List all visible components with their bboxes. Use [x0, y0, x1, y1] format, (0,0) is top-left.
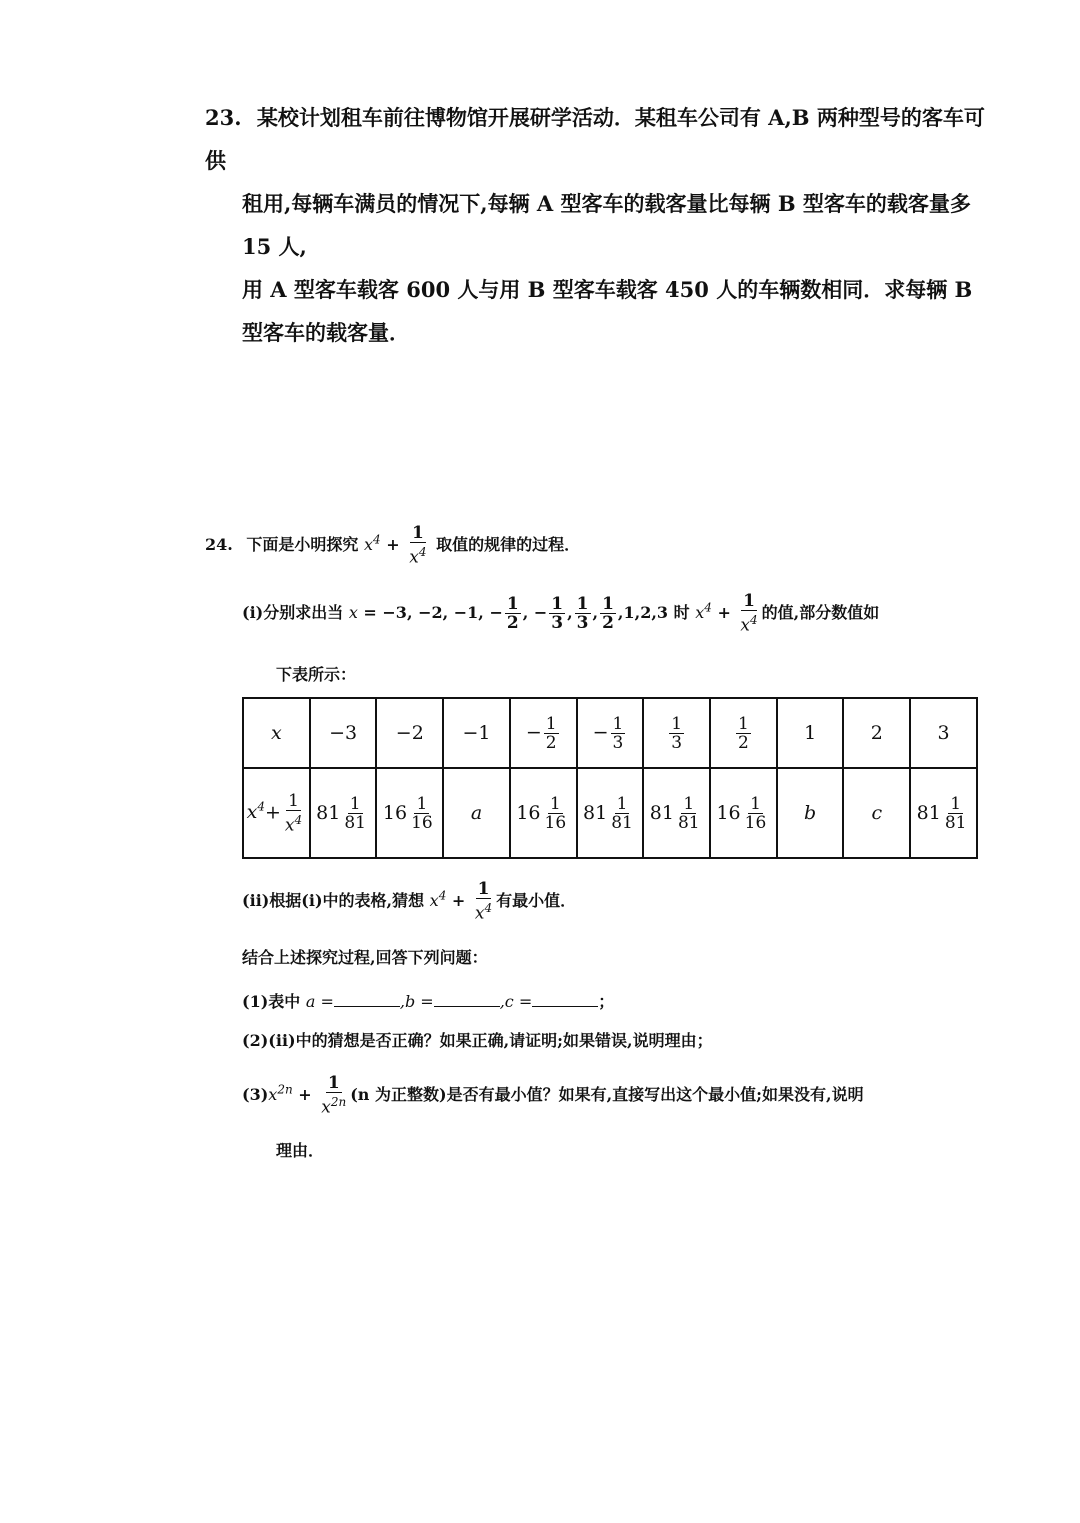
table-cell-expression-value: a — [443, 768, 510, 858]
table-cell-x-value: − $\frac{1}{3}$ — [577, 698, 644, 768]
step-ii-post: 有最小值． — [496, 890, 577, 910]
question-24-intro-post: 取值的规律的过程． — [436, 534, 581, 554]
x-values-1: = −3, −2, −1, − — [363, 602, 503, 622]
question-23-text-3: 用 A 型客车载客 600 人与用 B 型客车载客 450 人的车辆数相同．求每辆 B 型客车的载客量． — [242, 277, 973, 345]
question-23-number: 23. — [205, 105, 242, 130]
part-3-text: (n 为正整数)是否有最小值？如果有,直接写出这个最小值;如果没有,说明 — [350, 1084, 864, 1104]
part-1-c-label: ,c = — [499, 992, 533, 1011]
table-cell-x-value: − $\frac{1}{2}$ — [510, 698, 577, 768]
part-3-label: (3) — [242, 1084, 269, 1104]
plus-sign-step-ii: + — [451, 890, 466, 910]
answer-blank-a[interactable] — [334, 988, 400, 1007]
table-row-x — [243, 698, 977, 768]
plus-sign-step-i: + — [717, 602, 731, 622]
table-cell-expression-value: 16 $\frac{1}{16}$ — [510, 768, 577, 858]
x-values-3: , — [567, 602, 573, 622]
expr-x4-step-i: $x^4$ — [695, 600, 712, 622]
variable-x: x — [348, 602, 358, 622]
answer-blank-b[interactable] — [434, 988, 500, 1007]
question-23 — [205, 96, 995, 354]
fraction-third-pos: $\frac{1}{3}$ — [576, 593, 589, 633]
fraction-one-over-x4-step-ii: $\frac{1}{x^4}$ — [474, 879, 493, 924]
x-values-2: , − — [522, 602, 548, 622]
step-i-post: 的值,部分数值如 — [761, 602, 880, 622]
table-cell-x-value: 1 — [777, 698, 844, 768]
expr-x2n: $x^{2n}$ — [268, 1082, 293, 1104]
question-23-line-1 — [205, 96, 995, 182]
table-cell-x-value: −2 — [376, 698, 443, 768]
fraction-third: $\frac{1}{3}$ — [551, 593, 564, 633]
fraction-half-pos: $\frac{1}{2}$ — [602, 593, 614, 633]
part-1-end: ； — [598, 992, 615, 1011]
question-24-number: 24. — [205, 534, 233, 554]
fraction-half: $\frac{1}{2}$ — [506, 593, 519, 633]
table-cell-expression-value: b — [777, 768, 844, 858]
question-24-intro — [205, 524, 580, 567]
table-cell-x-value: 3 — [910, 698, 977, 768]
x-values-4: , — [592, 602, 599, 622]
table-cell-expression-value: 81 $\frac{1}{81}$ — [577, 768, 644, 858]
table-cell-x-value: −3 — [310, 698, 377, 768]
question-24-intro-text: 下面是小明探究 — [246, 534, 359, 554]
table-cell-expression-value: 81 $\frac{1}{81}$ — [643, 768, 710, 858]
table-cell-x-value: 2 — [843, 698, 910, 768]
table-cell-x-value: −1 — [443, 698, 510, 768]
part-1-text: (1)表中 — [242, 992, 301, 1011]
step-i — [242, 592, 879, 635]
plus-sign: + — [386, 534, 400, 554]
part-3 — [242, 1074, 864, 1117]
part-3-line-2: 理由． — [276, 1141, 325, 1160]
table-cell-x-value: $\frac{1}{3}$ — [643, 698, 710, 768]
step-ii — [242, 880, 576, 923]
table-cell-expression-value: 16 $\frac{1}{16}$ — [710, 768, 777, 858]
step-i-line-2: 下表所示： — [276, 665, 357, 684]
answer-blank-c[interactable] — [532, 988, 598, 1007]
table-cell-expression-value: 81 $\frac{1}{81}$ — [910, 768, 977, 858]
table-cell-expression-value: 16 $\frac{1}{16}$ — [376, 768, 443, 858]
expr-x4-step-ii: $x^4$ — [429, 888, 447, 910]
fraction-one-over-x4: $\frac{1}{x^4}$ — [409, 523, 427, 568]
x-values-5: ,1,2,3 时 — [617, 602, 690, 622]
values-table — [242, 697, 978, 859]
part-1-a-label: a = — [305, 992, 334, 1011]
table-cell-expression-value: 81 $\frac{1}{81}$ — [310, 768, 377, 858]
combine-instruction: 结合上述探究过程,回答下列问题： — [242, 948, 488, 967]
part-1 — [242, 988, 614, 1012]
question-23-text-1: 某校计划租车前往博物馆开展研学活动．某租车公司有 A,B 两种型号的客车可供 — [205, 105, 985, 173]
question-23-text-2: 租用,每辆车满员的情况下,每辆 A 型客车的载客量比每辆 B 型客车的载客量多 15 人, — [242, 191, 971, 259]
step-ii-text: (ⅱ)根据(ⅰ)中的表格,猜想 — [242, 890, 425, 910]
fraction-one-over-x2n: $\frac{1}{x^{2n}}$ — [321, 1073, 347, 1118]
part-1-b-label: ,b = — [399, 992, 434, 1011]
table-cell-expression-value: c — [843, 768, 910, 858]
table-header-expression: $x^4+$ $\frac{1}{x^4}$ — [243, 768, 310, 858]
plus-sign-part-3: + — [298, 1084, 312, 1104]
step-i-text: (ⅰ)分别求出当 — [242, 602, 344, 622]
expr-x4: $x^4$ — [364, 532, 381, 554]
table-cell-x-value: $\frac{1}{2}$ — [710, 698, 777, 768]
table-header-x: x — [243, 698, 310, 768]
fraction-one-over-x4-step-i: $\frac{1}{x^4}$ — [740, 591, 758, 636]
part-2: (2)(ⅱ)中的猜想是否正确？如果正确,请证明;如果错误,说明理由； — [242, 1031, 713, 1050]
table-row-expression — [243, 768, 977, 858]
